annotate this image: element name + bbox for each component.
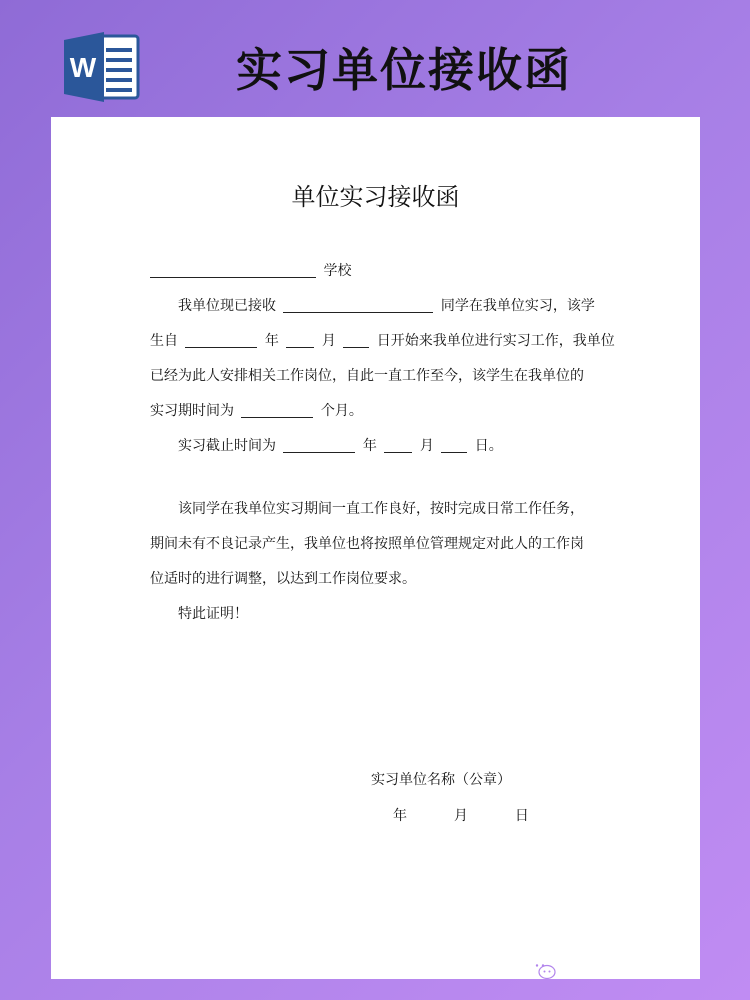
paragraph-3-line-2: 期间未有不良记录产生，我单位也将按照单位管理规定对此人的工作岗: [150, 536, 584, 552]
signature-block: [371, 767, 529, 829]
footer-watermark: [530, 956, 699, 981]
start-day-blank: [343, 331, 369, 348]
end-year-blank: [283, 436, 355, 453]
text-period: 实习期时间为: [150, 403, 234, 419]
text-student-intern: 同学在我单位实习，该学: [440, 298, 595, 314]
paragraph-2: [150, 432, 610, 467]
signature-year: 年: [393, 808, 407, 824]
paragraph-1-line-4: [150, 397, 610, 432]
document-page: [51, 117, 700, 979]
start-month-blank: [286, 331, 314, 348]
end-day-blank: [441, 436, 467, 453]
paragraph-1-line-2: [150, 327, 615, 362]
text-months: 个月。: [320, 403, 363, 419]
school-line: [150, 257, 610, 292]
signature-month: 月: [453, 808, 468, 824]
text-day-start: 日开始来我单位进行实习工作，我单位: [376, 333, 615, 349]
school-name-blank: [150, 261, 316, 278]
closing-statement: 特此证明！: [178, 606, 248, 622]
text-deadline: 实习截止时间为: [178, 438, 276, 454]
banner-title: 实习单位接收函: [236, 43, 572, 97]
organization-seal-label: 实习单位名称（公章）: [371, 772, 511, 788]
text-end-month: 月: [419, 438, 434, 454]
paragraph-1-line-1: [150, 292, 610, 327]
text-from: 生自: [150, 333, 178, 349]
text-receive: 我单位现已接收: [178, 298, 276, 314]
signature-date: [371, 803, 529, 829]
footer-text: 公众号 · 模板阿伟: [564, 961, 700, 981]
document-body: [150, 257, 615, 635]
signature-day: 日: [514, 808, 529, 824]
text-end-day: 日。: [474, 438, 503, 454]
period-months-blank: [241, 401, 313, 418]
document-title: 单位实习接收函: [291, 183, 460, 211]
text-month: 月: [321, 333, 336, 349]
paragraph-1-line-3: 已经为此人安排相关工作岗位，自此一直工作至今，该学生在我单位的: [150, 368, 584, 384]
word-icon-letter: W: [69, 52, 97, 83]
start-year-blank: [185, 331, 257, 348]
student-name-blank: [283, 296, 433, 313]
text-end-year: 年: [362, 438, 377, 454]
word-document-icon: [62, 30, 140, 104]
text-year: 年: [264, 333, 279, 349]
wechat-icon: [530, 958, 556, 980]
school-suffix: 学校: [323, 263, 352, 279]
paragraph-3-line-3: 位适时的进行调整，以达到工作岗位要求。: [150, 571, 416, 587]
paragraph-3-line-1: 该同学在我单位实习期间一直工作良好，按时完成日常工作任务，: [178, 501, 584, 517]
end-month-blank: [384, 436, 412, 453]
